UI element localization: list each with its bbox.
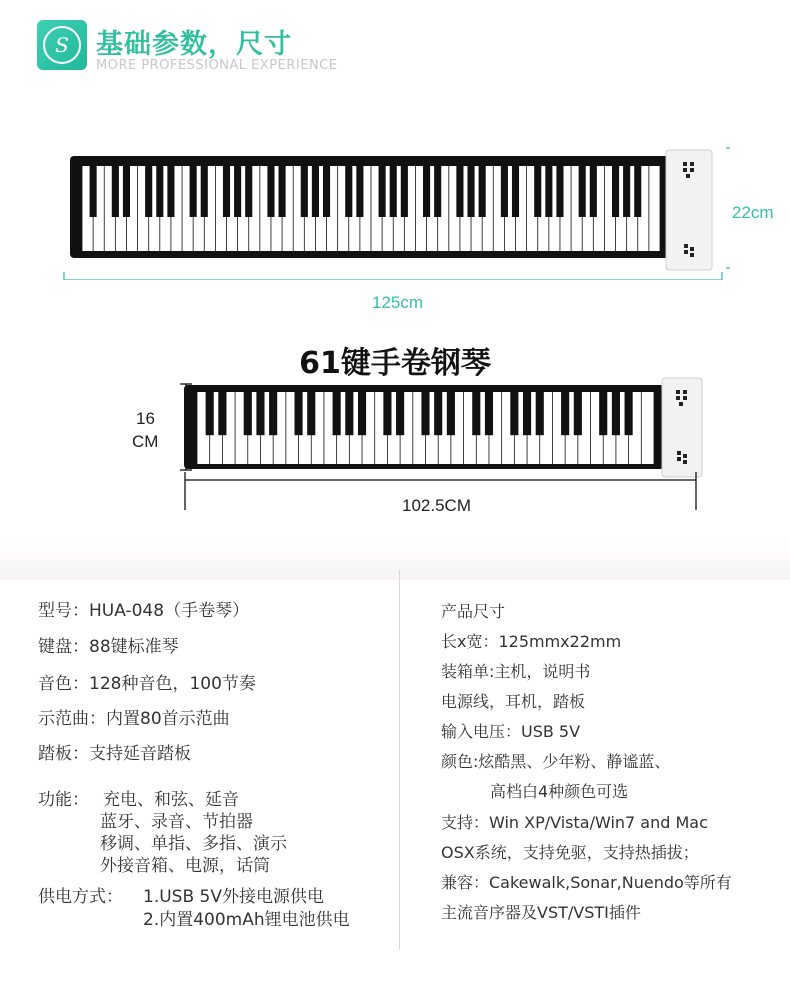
black-key — [167, 166, 174, 217]
spec-pedal: 踏板：支持延音踏板 — [38, 744, 191, 764]
panel-button — [683, 162, 687, 166]
black-key — [245, 166, 252, 217]
width-label-88: 125cm — [372, 293, 424, 312]
black-key — [312, 166, 319, 217]
panel-button — [683, 454, 687, 458]
brand-logo — [37, 20, 87, 70]
piano-88-illustration — [60, 140, 730, 280]
black-key — [356, 166, 363, 217]
white-key — [649, 166, 659, 251]
panel-button — [676, 390, 680, 394]
black-key — [479, 166, 486, 217]
black-key — [145, 166, 152, 217]
black-key — [267, 166, 274, 217]
black-key — [501, 166, 508, 217]
black-key — [434, 392, 442, 435]
panel-button — [676, 396, 680, 400]
black-key — [612, 392, 620, 435]
logo-s-icon: S — [43, 26, 81, 64]
panel-button — [677, 457, 681, 461]
black-key — [512, 166, 519, 217]
black-key — [447, 392, 455, 435]
black-key — [545, 166, 552, 217]
spec-right-support-2: OSX系统，支持免驱，支持热插拔； — [441, 843, 699, 862]
white-key — [642, 392, 654, 464]
black-key — [345, 392, 353, 435]
spec-right-dimensions: 长x宽：125mmx22mm — [441, 632, 622, 651]
black-key — [599, 392, 607, 435]
black-key — [244, 392, 252, 435]
spec-right-package: 装箱单:主机，说明书 — [441, 662, 591, 681]
black-key — [256, 392, 264, 435]
control-panel — [662, 378, 702, 477]
panel-button — [690, 253, 694, 257]
panel-button — [686, 174, 690, 178]
black-key — [333, 392, 341, 435]
black-key — [396, 392, 404, 435]
black-key — [590, 166, 597, 217]
panel-button — [683, 168, 687, 172]
black-key — [467, 166, 474, 217]
features-label: 功能： — [38, 790, 89, 810]
black-key — [323, 166, 330, 217]
spec-tones: 音色：128种音色，100节奏 — [38, 674, 256, 694]
spec-right-package-2: 电源线，耳机，踏板 — [441, 692, 586, 711]
control-panel — [666, 150, 712, 270]
black-key — [485, 392, 493, 435]
height-label-61-unit: CM — [132, 432, 159, 451]
black-key — [634, 166, 641, 217]
black-key — [556, 166, 563, 217]
black-key — [434, 166, 441, 217]
spec-right-size-heading: 产品尺寸 — [441, 602, 506, 621]
height-label-61-number: 16 — [136, 409, 155, 428]
panel-button — [684, 250, 688, 254]
panel-button — [677, 451, 681, 455]
black-key — [279, 166, 286, 217]
black-key — [190, 166, 197, 217]
panel-button — [683, 396, 687, 400]
black-key — [123, 166, 130, 217]
panel-button — [690, 247, 694, 251]
page-subtitle: MORE PROFESSIONAL EXPERIENCE — [96, 58, 338, 73]
black-key — [536, 392, 544, 435]
black-key — [301, 166, 308, 217]
black-key — [401, 166, 408, 217]
power-label: 供电方式： — [38, 887, 123, 907]
spec-demo-songs: 示范曲：内置80首示范曲 — [38, 709, 230, 729]
piano-88-svg — [60, 140, 730, 280]
black-key — [472, 392, 480, 435]
black-key — [218, 392, 226, 435]
spec-right-compat-2: 主流音序器及VST/VSTI插件 — [441, 903, 641, 922]
black-key — [456, 166, 463, 217]
power-line-1: 1.USB 5V外接电源供电 — [143, 887, 324, 907]
black-key — [623, 166, 630, 217]
panel-button — [679, 402, 683, 406]
black-key — [269, 392, 277, 435]
piano-61-illustration — [150, 375, 710, 515]
power-line-2: 2.内置400mAh锂电池供电 — [143, 910, 350, 930]
black-key — [534, 166, 541, 217]
features-line-1: 充电、和弦、延音 — [103, 790, 239, 810]
spec-right-voltage: 输入电压：USB 5V — [441, 722, 581, 741]
piano-61-heading: 61键手卷钢琴 — [299, 346, 491, 381]
spec-section-background — [0, 540, 790, 580]
black-key — [625, 392, 633, 435]
spec-keyboard: 键盘：88键标准琴 — [38, 637, 179, 657]
page-title: 基础参数，尺寸 — [96, 29, 292, 60]
black-key — [379, 166, 386, 217]
column-divider — [399, 570, 400, 950]
black-key — [390, 166, 397, 217]
panel-button — [684, 244, 688, 248]
spec-right-colors: 颜色:炫酷黑、少年粉、静谧蓝、 — [441, 752, 671, 771]
black-key — [201, 166, 208, 217]
spec-right-support: 支持：Win XP/Vista/Win7 and Mac — [441, 813, 708, 832]
black-key — [358, 392, 366, 435]
width-label-61: 102.5CM — [402, 496, 471, 515]
black-key — [206, 392, 214, 435]
black-key — [423, 166, 430, 217]
black-key — [156, 166, 163, 217]
black-key — [561, 392, 569, 435]
panel-button — [690, 162, 694, 166]
black-key — [307, 392, 315, 435]
features-line-3: 移调、单指、多指、演示 — [100, 834, 287, 854]
panel-button — [683, 460, 687, 464]
black-key — [294, 392, 302, 435]
black-key — [90, 166, 97, 217]
black-key — [579, 166, 586, 217]
black-key — [234, 166, 241, 217]
panel-button — [683, 390, 687, 394]
spec-model: 型号：HUA-048（手卷琴） — [38, 601, 250, 621]
black-key — [574, 392, 582, 435]
black-key — [345, 166, 352, 217]
piano-61-svg — [150, 375, 710, 515]
features-line-2: 蓝牙、录音、节拍器 — [100, 812, 253, 832]
black-key — [523, 392, 531, 435]
black-key — [612, 166, 619, 217]
black-key — [383, 392, 391, 435]
spec-right-colors-2: 高档白4种颜色可选 — [490, 782, 629, 801]
spec-right-compat: 兼容：Cakewalk,Sonar,Nuendo等所有 — [441, 873, 732, 892]
height-label-88: 22cm — [732, 203, 774, 222]
black-key — [510, 392, 518, 435]
panel-button — [690, 168, 694, 172]
features-line-4: 外接音箱、电源，话筒 — [100, 856, 270, 876]
black-key — [421, 392, 429, 435]
black-key — [112, 166, 119, 217]
black-key — [223, 166, 230, 217]
